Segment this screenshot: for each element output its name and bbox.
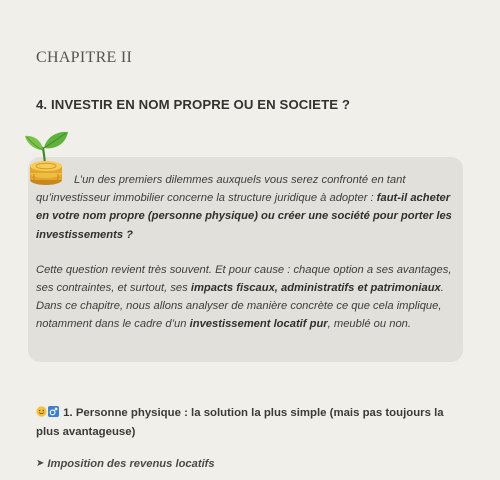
subsection-heading — [36, 404, 461, 441]
callout-text — [36, 171, 458, 334]
man-symbol-icon — [48, 406, 59, 417]
chapter-label: CHAPITRE II — [36, 49, 133, 66]
smiling-face-icon — [36, 406, 47, 417]
section-title: 4. INVESTIR EN NOM PROPRE OU EN SOCIETE ? — [36, 97, 351, 112]
subsubsection-title: Imposition des revenus locatifs — [47, 458, 215, 470]
arrow-icon: ➤ — [36, 458, 45, 469]
subsection-title: 1. Personne physique : la solution la plus simple (mais pas toujours la plus avantageuse) — [36, 407, 444, 438]
callout-paragraph-1: L’un des premiers dilemmes auxquels vous serez confronté en tant qu’investisseur immobilier concerne la structure juridique à adopter : faut-il acheter en votre nom propre (personne physique) ou créer une société pour porter les investissements ? — [36, 174, 452, 241]
subsubsection-heading — [36, 458, 215, 470]
callout-paragraph-2: Cette question revient très souvent. Et pour cause : chaque option a ses avantages, ses contraintes, et surtout, ses impacts fiscaux, administratifs et patrimoniaux. Dans ce chapitre, nous allons analyser de manière concrète ce que cela implique, notamment dans le cadre d’un investissement locatif pur, meublé ou non. — [36, 263, 452, 331]
